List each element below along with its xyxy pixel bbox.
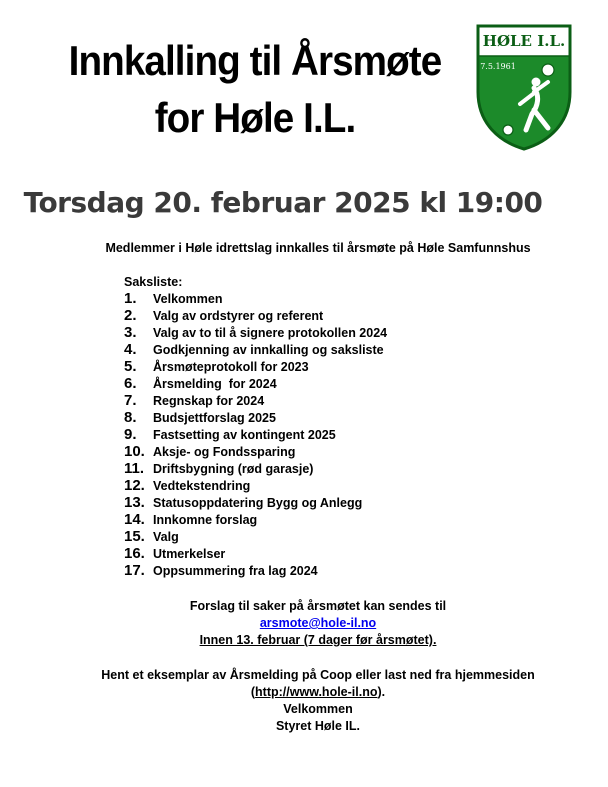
agenda-number: 2.: [124, 307, 137, 324]
welcome-text: Velkommen: [283, 702, 353, 716]
list-item: [124, 375, 387, 392]
list-item: [124, 528, 387, 545]
agenda-text: Valg av ordstyrer og referent: [153, 308, 324, 323]
meeting-date: Torsdag 20. februar 2025 kl 19:00: [23, 186, 543, 219]
intro-text: Medlemmer i Høle idrettslag innkalles til årsmøte på Høle Samfunnshus: [105, 241, 531, 255]
agenda-text: Regnskap for 2024: [153, 393, 265, 408]
agenda-text: Vedtekstendring: [153, 478, 251, 493]
list-item: [124, 358, 387, 375]
agenda-number: 16.: [124, 545, 145, 562]
page-title-line1: Innkalling til Årsmøte: [68, 37, 442, 84]
list-item: [124, 477, 387, 494]
agenda-text: Årsmøteprotokoll for 2023: [153, 359, 309, 374]
agenda-text: Velkommen: [153, 291, 223, 306]
website-link[interactable]: http://www.hole-il.no: [255, 685, 378, 699]
list-item: [124, 392, 387, 409]
agenda-list: [124, 290, 387, 579]
report-text: Hent et eksemplar av Årsmelding på Coop eller last ned fra hjemmesiden: [101, 668, 535, 682]
list-item: [124, 562, 387, 579]
paren-open: (: [250, 685, 256, 699]
list-item: [124, 443, 387, 460]
agenda-text: Fastsetting av kontingent 2025: [153, 427, 336, 442]
list-item: [124, 494, 387, 511]
agenda-number: 8.: [124, 409, 137, 426]
list-item: [124, 426, 387, 443]
proposals-block: [0, 598, 608, 649]
agenda-number: 7.: [124, 392, 137, 409]
logo-name-text: HØLE I.L.: [482, 32, 566, 50]
agenda-number: 11.: [124, 460, 145, 477]
agenda-number: 12.: [124, 477, 145, 494]
page-title-line2: for Høle I.L.: [154, 94, 356, 141]
agenda-label: Saksliste:: [124, 275, 183, 289]
club-logo: [474, 22, 574, 152]
agenda-number: 5.: [124, 358, 137, 375]
list-item: [124, 307, 387, 324]
proposals-text: Forslag til saker på årsmøtet kan sendes til: [189, 599, 447, 613]
agenda-number: 15.: [124, 528, 145, 545]
signature-text: Styret Høle IL.: [275, 719, 361, 733]
agenda-text: Valg av to til å signere protokollen 2024: [153, 325, 388, 340]
list-item: [124, 460, 387, 477]
agenda-number: 6.: [124, 375, 137, 392]
list-item: [124, 324, 387, 341]
agenda-number: 3.: [124, 324, 137, 341]
agenda-text: Budsjettforslag 2025: [153, 410, 276, 425]
list-item: [124, 290, 387, 307]
list-item: [124, 545, 387, 562]
agenda-text: Oppsummering fra lag 2024: [153, 563, 318, 578]
agenda-number: 17.: [124, 562, 145, 579]
list-item: [124, 341, 387, 358]
agenda-text: Aksje- og Fondssparing: [153, 444, 296, 459]
agenda-number: 1.: [124, 290, 137, 307]
agenda-text: Innkomne forslag: [153, 512, 258, 527]
agenda-text: Statusoppdatering Bygg og Anlegg: [153, 495, 363, 510]
email-link[interactable]: arsmote@hole-il.no: [259, 616, 377, 630]
list-item: [124, 409, 387, 426]
paren-close: ).: [377, 685, 386, 699]
agenda-number: 9.: [124, 426, 137, 443]
footer-block: [0, 667, 608, 735]
agenda-text: Utmerkelser: [153, 546, 226, 561]
agenda-number: 10.: [124, 443, 145, 460]
agenda-number: 14.: [124, 511, 145, 528]
proposals-deadline: Innen 13. februar (7 dager før årsmøtet).: [199, 633, 437, 647]
logo-founded-text: 7.5.1961: [480, 62, 516, 71]
agenda-text: Valg: [153, 529, 179, 544]
agenda-text: Driftsbygning (rød garasje): [153, 461, 314, 476]
list-item: [124, 511, 387, 528]
agenda-number: 4.: [124, 341, 137, 358]
agenda-text: Årsmelding for 2024: [153, 376, 277, 391]
agenda-number: 13.: [124, 494, 145, 511]
agenda-text: Godkjenning av innkalling og saksliste: [153, 342, 384, 357]
